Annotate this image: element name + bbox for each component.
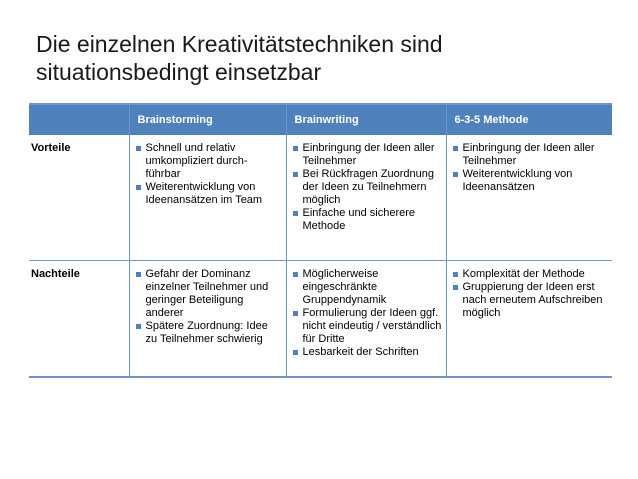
bullet-item: Spätere Zuordnung: Idee zu Teilnehmer schwierig: [134, 320, 282, 346]
header-empty-cell: [29, 104, 129, 135]
bullet-item: Einbringung der Ideen aller Teilnehmer: [291, 142, 442, 168]
row-label: Nachteile: [29, 261, 129, 378]
slide-title: [36, 30, 443, 86]
bullet-item: Weiterentwicklung von Ideenansätzen: [451, 168, 609, 194]
bullet-item: Möglicherweise eingeschränkte Gruppendynamik: [291, 268, 442, 307]
table-row-nachteile: [29, 261, 612, 378]
cell-nachteile-brainwriting: [286, 261, 446, 378]
bullet-item: Einfache und sicherere Methode: [291, 207, 442, 233]
bullet-item: Formulierung der Ideen ggf. nicht eindeutig / verständlich für Dritte: [291, 307, 442, 346]
slide-title-line-2: situationsbedingt einsetzbar: [36, 59, 322, 85]
table-row-vorteile: [29, 135, 612, 261]
bullet-item: Komplexität der Methode: [451, 268, 609, 281]
cell-nachteile-brainstorming: [129, 261, 286, 378]
bullet-item: Gefahr der Dominanz einzelner Teilnehmer und geringer Beteiligung anderer: [134, 268, 282, 320]
cell-vorteile-brainwriting: [286, 135, 446, 261]
bullet-item: Weiterentwicklung von Ideenansätzen im Team: [134, 181, 282, 207]
cell-nachteile-635: [446, 261, 612, 378]
bullet-item: Bei Rückfragen Zuordnung der Ideen zu Teilnehmern möglich: [291, 168, 442, 207]
header-brainwriting: Brainwriting: [286, 104, 446, 135]
bullet-item: Schnell und relativ umkompliziert durch-führbar: [134, 142, 282, 181]
header-brainstorming: Brainstorming: [129, 104, 286, 135]
cell-vorteile-635: [446, 135, 612, 261]
slide-title-line-1: Die einzelnen Kreativitätstechniken sind: [36, 31, 443, 57]
comparison-table: [29, 103, 612, 378]
bullet-item: Gruppierung der Ideen erst nach erneutem Aufschreiben möglich: [451, 281, 609, 320]
header-635-methode: 6-3-5 Methode: [446, 104, 612, 135]
bullet-item: Lesbarkeit der Schriften: [291, 346, 442, 359]
row-label: Vorteile: [29, 135, 129, 261]
cell-vorteile-brainstorming: [129, 135, 286, 261]
table-header-row: [29, 104, 612, 135]
bullet-item: Einbringung der Ideen aller Teilnehmer: [451, 142, 609, 168]
